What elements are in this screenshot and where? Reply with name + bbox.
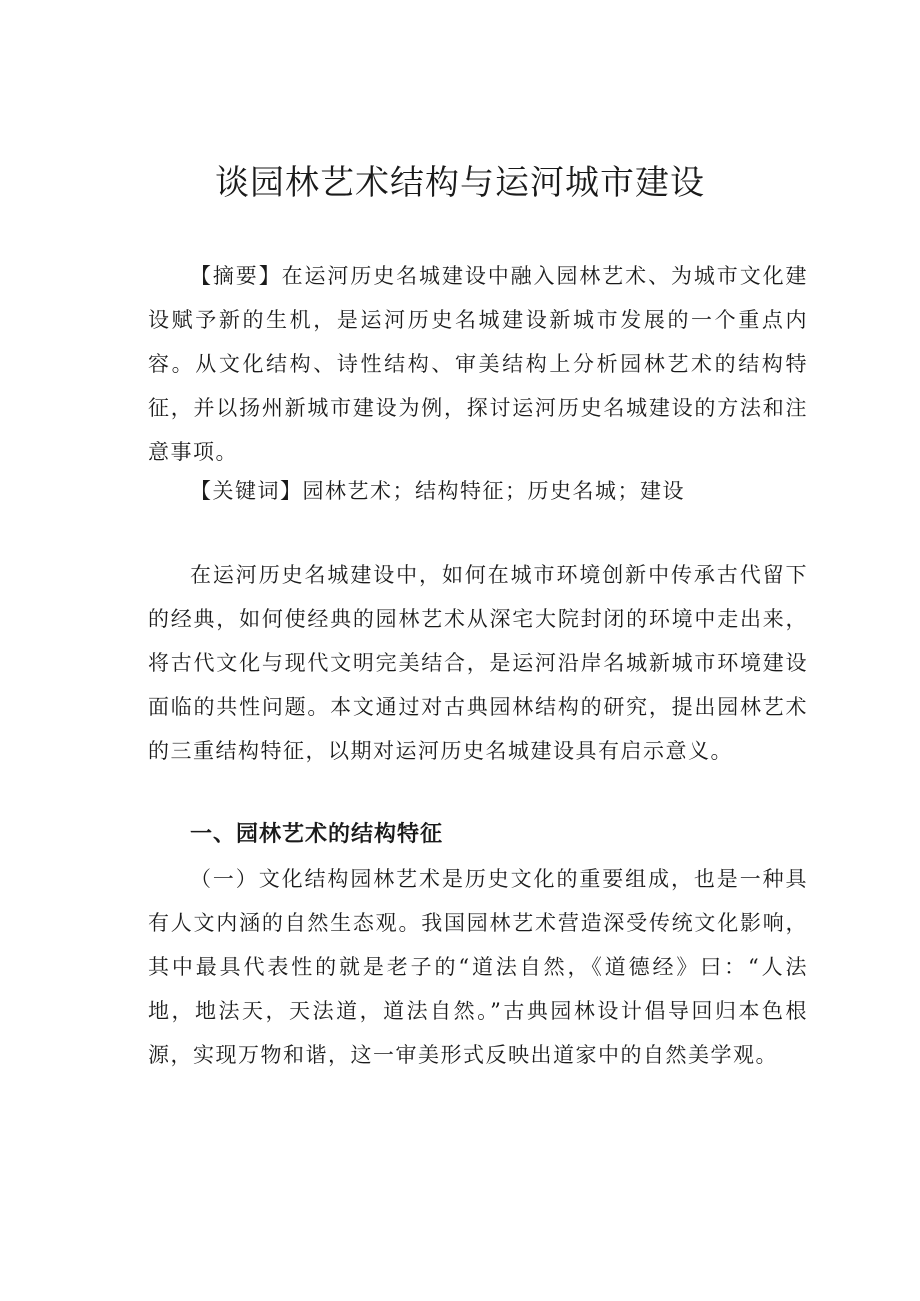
keywords-paragraph: 【关键词】园林艺术；结构特征；历史名城；建设: [190, 479, 685, 503]
document-title: 谈园林艺术结构与运河城市建设: [215, 163, 705, 203]
section-heading: 一、园林艺术的结构特征: [190, 822, 444, 847]
abstract-paragraph: 【摘要】在运河历史名城建设中融入园林艺术、为城市文化建设赋予新的生机，是运河历史名城建设新城市发展的一个重点内容。从文化结构、诗性结构、审美结构上分析园林艺术的结构特征，并以扬州新城市建设为例，探讨运河历史名城建设的方法和注意事项。: [148, 264, 808, 464]
intro-paragraph: 在运河历史名城建设中，如何在城市环境创新中传承古代留下的经典，如何使经典的园林艺术从深宅大院封闭的环境中走出来，将古代文化与现代文明完美结合，是运河沿岸名城新城市环境建设面临的共性问题。本文通过对古典园林结构的研究，提出园林艺术的三重结构特征，以期对运河历史名城建设具有启示意义。: [148, 563, 808, 763]
section-1-paragraph: （一）文化结构园林艺术是历史文化的重要组成，也是一种具有人文内涵的自然生态观。我国园林艺术营造深受传统文化影响，其中最具代表性的就是老子的“道法自然，《道德经》曰：“人法地，地法天，天法道，道法自然。”古典园林设计倡导回归本色根源，实现万物和谐，这一审美形式反映出道家中的自然美学观。: [148, 867, 808, 1067]
